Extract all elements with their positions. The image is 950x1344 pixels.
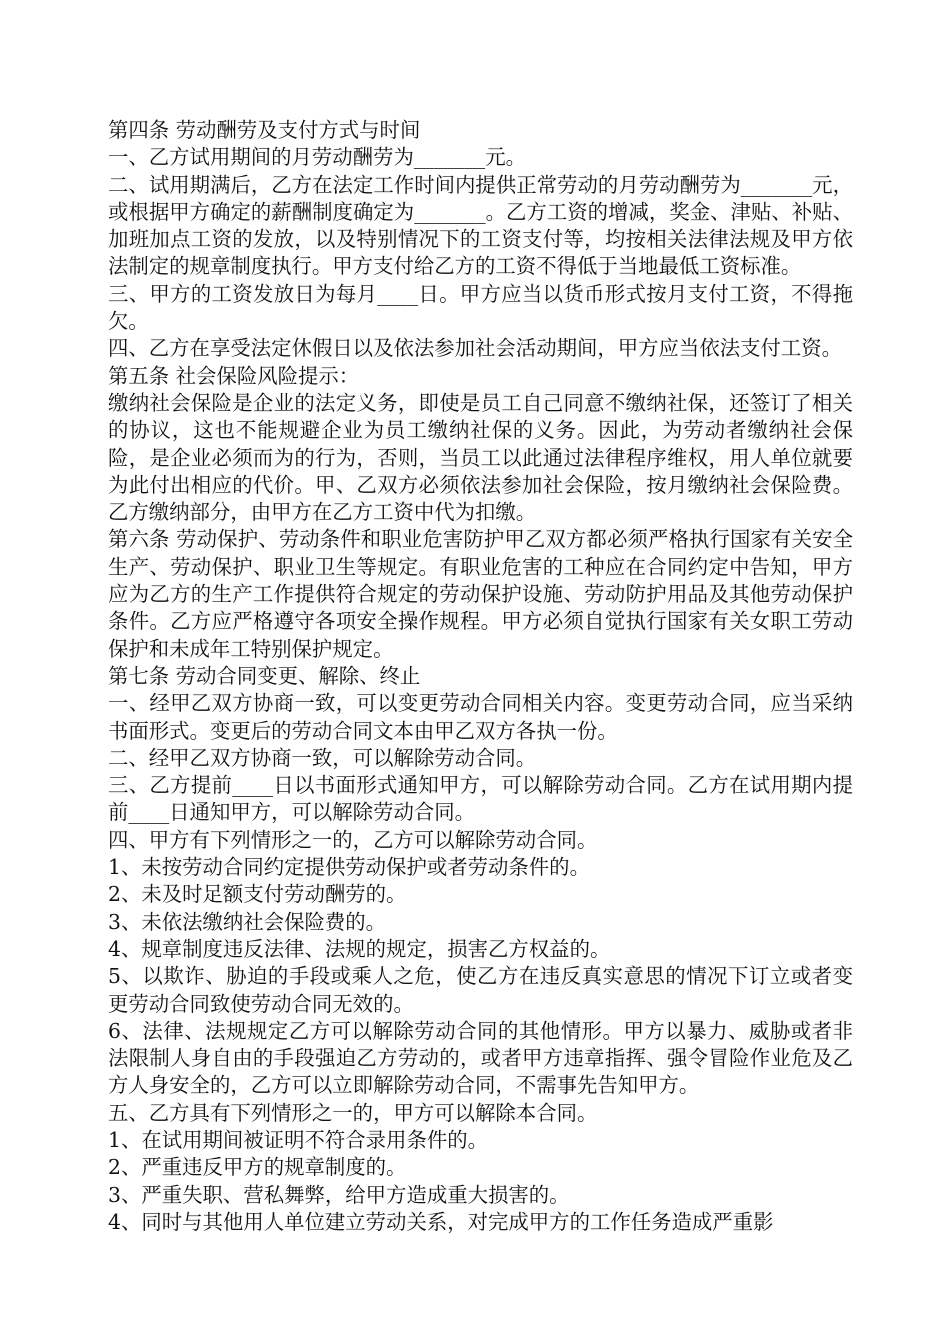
clause-4-item-5: 5、以欺诈、胁迫的手段或乘人之危，使乙方在违反真实意思的情况下订立或者变更劳动合同致使劳动合同无效的。 xyxy=(108,964,853,1016)
article-7-clause-5: 五、乙方具有下列情形之一的，甲方可以解除本合同。 xyxy=(108,1100,598,1125)
article-6-body: 第六条 劳动保护、劳动条件和职业危害防护甲乙双方都必须严格执行国家有关安全生产、劳动保护、职业卫生等规定。有职业危害的工种应在合同约定中告知，甲方应为乙方的生产工作提供符合规定的劳动保护设施、劳动防护用品及其他劳动保护条件。乙方应严格遵守各项安全操作规程。甲方必须自觉执行国家有关女职工劳动保护和未成年工特别保护规定。 xyxy=(108,527,853,661)
document-page xyxy=(108,117,853,1236)
article-4-clause-4: 四、乙方在享受法定休假日以及依法参加社会活动期间，甲方应当依法支付工资。 xyxy=(108,336,843,361)
clause-4-item-4: 4、规章制度违反法律、法规的规定，损害乙方权益的。 xyxy=(108,936,611,961)
article-4-clause-3: 三、甲方的工资发放日为每月____日。甲方应当以货币形式按月支付工资，不得拖欠。 xyxy=(108,281,853,334)
clause-4-item-3: 3、未依法缴纳社会保险费的。 xyxy=(108,909,387,934)
clause-4-item-1: 1、未按劳动合同约定提供劳动保护或者劳动条件的。 xyxy=(108,855,590,880)
article-4-heading: 第四条 劳动酬劳及支付方式与时间 xyxy=(108,118,421,142)
article-4-clause-1: 一、乙方试用期间的月劳动酬劳为_______元。 xyxy=(108,145,527,170)
article-7-clause-4: 四、甲方有下列情形之一的，乙方可以解除劳动合同。 xyxy=(108,827,598,852)
clause-5-item-3: 3、严重失职、营私舞弊，给甲方造成重大损害的。 xyxy=(108,1182,570,1207)
article-7-heading: 第七条 劳动合同变更、解除、终止 xyxy=(108,663,421,688)
clause-4-item-6: 6、法律、法规规定乙方可以解除劳动合同的其他情形。甲方以暴力、威胁或者非法限制人身自由的手段强迫乙方劳动的，或者甲方违章指挥、强令冒险作业危及乙方人身安全的，乙方可以立即解除劳动合同，不需事先告知甲方。 xyxy=(108,1018,853,1098)
clause-5-item-1: 1、在试用期间被证明不符合录用条件的。 xyxy=(108,1127,489,1152)
article-7-clause-3: 三、乙方提前____日以书面形式通知甲方，可以解除劳动合同。乙方在试用期内提前____日通知甲方，可以解除劳动合同。 xyxy=(108,773,853,825)
clause-5-item-2: 2、严重违反甲方的规章制度的。 xyxy=(108,1155,407,1180)
article-7-clause-1: 一、经甲乙双方协商一致，可以变更劳动合同相关内容。变更劳动合同，应当采纳书面形式。变更后的劳动合同文本由甲乙双方各执一份。 xyxy=(108,691,853,743)
article-4-clause-2: 二、试用期满后，乙方在法定工作时间内提供正常劳动的月劳动酬劳为_______元，或根据甲方确定的薪酬制度确定为_______。乙方工资的增减，奖金、津贴、补贴、加班加点工资的发放，以及特别情况下的工资支付等，均按相关法律法规及甲方依法制定的规章制度执行。甲方支付给乙方的工资不得低于当地最低工资标准。 xyxy=(108,172,853,279)
article-5-heading: 第五条 社会保险风险提示： xyxy=(108,363,360,388)
clause-5-item-4: 4、同时与其他用人单位建立劳动关系，对完成甲方的工作任务造成严重影 xyxy=(108,1209,774,1234)
clause-4-item-2: 2、未及时足额支付劳动酬劳的。 xyxy=(108,882,407,907)
article-7-clause-2: 二、经甲乙双方协商一致，可以解除劳动合同。 xyxy=(108,745,537,770)
article-5-body: 缴纳社会保险是企业的法定义务，即使是员工自己同意不缴纳社保，还签订了相关的协议，这也不能规避企业为员工缴纳社保的义务。因此，为劳动者缴纳社会保险，是企业必须而为的行为，否则，当员工以此通过法律程序维权，用人单位就要为此付出相应的代价。甲、乙双方必须依法参加社会保险，按月缴纳社会保险费。乙方缴纳部分，由甲方在乙方工资中代为扣缴。 xyxy=(108,390,853,525)
